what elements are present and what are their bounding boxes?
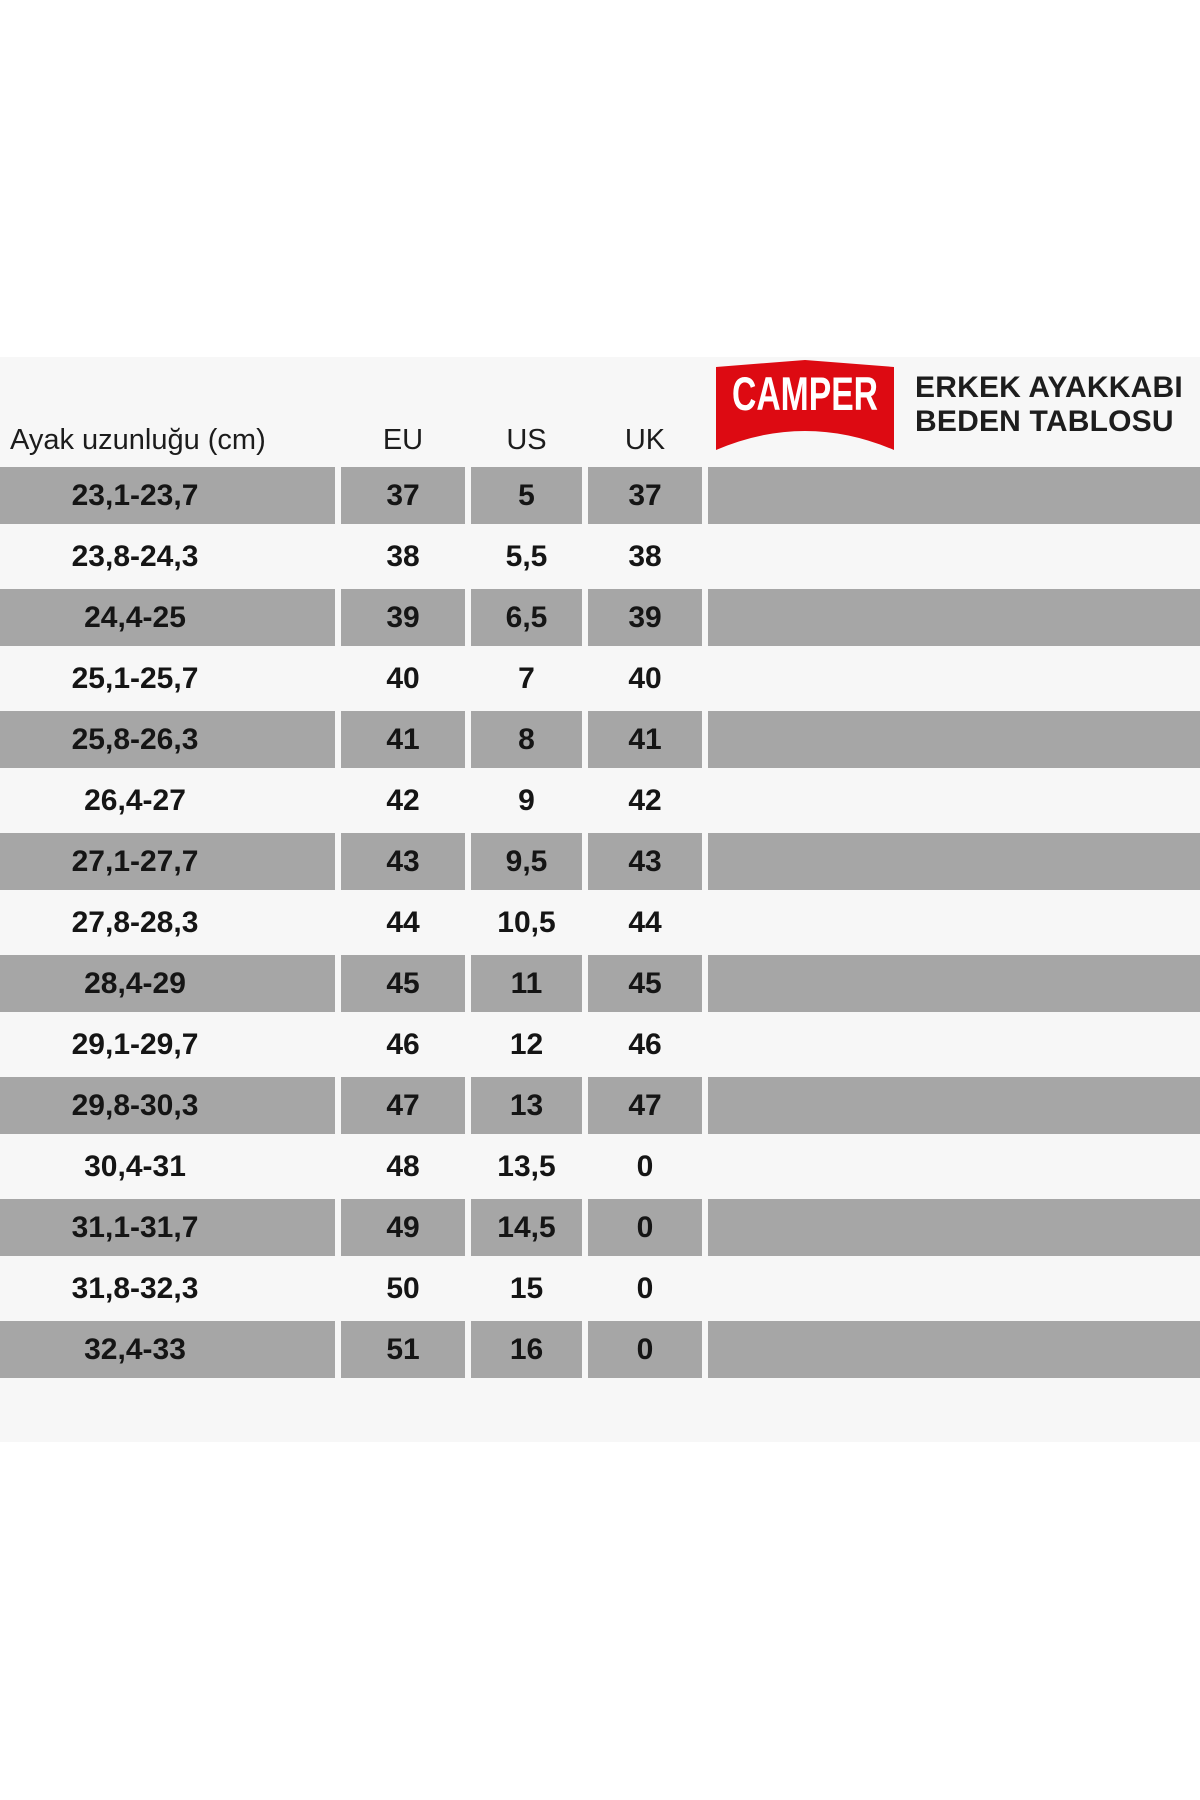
table-row	[0, 528, 1200, 585]
cell-us-size: 10,5	[497, 905, 556, 939]
table-row	[0, 1138, 1200, 1195]
cell-eu-size: 37	[341, 467, 465, 524]
cell-eu-size: 47	[341, 1077, 465, 1134]
header-eu: EU	[382, 424, 424, 456]
cell-eu-size: 42	[386, 783, 420, 817]
cell-eu-size: 50	[386, 1271, 420, 1305]
cell-eu-size: 41	[341, 711, 465, 768]
cell-empty	[708, 894, 1200, 951]
chart-title	[915, 371, 1183, 439]
cell-uk-size: 37	[588, 467, 702, 524]
cell-empty	[708, 650, 1200, 707]
cell-us-size: 11	[471, 955, 582, 1012]
cell-empty	[708, 467, 1200, 524]
cell-empty	[708, 772, 1200, 829]
cell-us-size: 6,5	[471, 589, 582, 646]
cell-foot-length: 23,8-24,3	[71, 539, 199, 573]
cell-eu-size: 45	[341, 955, 465, 1012]
cell-uk-size: 40	[628, 661, 662, 695]
table-row	[0, 1260, 1200, 1317]
cell-foot-length: 29,1-29,7	[71, 1027, 199, 1061]
camper-logo-text: CAMPER	[732, 367, 878, 421]
cell-empty	[708, 1260, 1200, 1317]
cell-foot-length: 26,4-27	[84, 783, 186, 817]
table-row	[0, 833, 1200, 890]
cell-eu-size: 38	[386, 539, 420, 573]
cell-us-size: 9	[518, 783, 535, 817]
cell-us-size: 8	[471, 711, 582, 768]
cell-foot-length: 25,1-25,7	[71, 661, 199, 695]
cell-foot-length: 29,8-30,3	[0, 1077, 335, 1134]
cell-eu-size: 48	[386, 1149, 420, 1183]
table-row	[0, 467, 1200, 524]
cell-empty	[708, 1321, 1200, 1378]
cell-us-size: 5,5	[505, 539, 548, 573]
cell-empty	[708, 589, 1200, 646]
cell-us-size: 14,5	[471, 1199, 582, 1256]
table-row	[0, 1199, 1200, 1256]
cell-empty	[708, 1016, 1200, 1073]
cell-us-size: 7	[518, 661, 535, 695]
cell-eu-size: 44	[386, 905, 420, 939]
cell-uk-size: 0	[588, 1199, 702, 1256]
table-row	[0, 589, 1200, 646]
cell-uk-size: 44	[628, 905, 662, 939]
header-us: US	[506, 424, 547, 456]
cell-us-size: 13	[471, 1077, 582, 1134]
cell-uk-size: 42	[628, 783, 662, 817]
cell-foot-length: 27,8-28,3	[71, 905, 199, 939]
table-row	[0, 1321, 1200, 1378]
cell-eu-size: 40	[386, 661, 420, 695]
cell-eu-size: 49	[341, 1199, 465, 1256]
cell-uk-size: 0	[636, 1271, 654, 1305]
cell-eu-size: 51	[341, 1321, 465, 1378]
cell-us-size: 13,5	[497, 1149, 556, 1183]
cell-uk-size: 43	[588, 833, 702, 890]
cell-us-size: 5	[471, 467, 582, 524]
cell-uk-size: 45	[588, 955, 702, 1012]
cell-foot-length: 23,1-23,7	[0, 467, 335, 524]
cell-uk-size: 41	[588, 711, 702, 768]
cell-uk-size: 39	[588, 589, 702, 646]
cell-empty	[708, 1077, 1200, 1134]
cell-empty	[708, 528, 1200, 585]
header-uk: UK	[624, 424, 666, 456]
table-header-row	[0, 357, 1200, 467]
cell-us-size: 15	[509, 1271, 544, 1305]
size-chart-band	[0, 357, 1200, 1442]
cell-eu-size: 46	[386, 1027, 420, 1061]
cell-eu-size: 43	[341, 833, 465, 890]
cell-foot-length: 28,4-29	[0, 955, 335, 1012]
cell-empty	[708, 1138, 1200, 1195]
cell-uk-size: 46	[628, 1027, 662, 1061]
cell-foot-length: 24,4-25	[0, 589, 335, 646]
table-row	[0, 894, 1200, 951]
table-row	[0, 711, 1200, 768]
table-row	[0, 650, 1200, 707]
cell-uk-size: 38	[628, 539, 662, 573]
chart-title-line2: BEDEN TABLOSU	[915, 405, 1174, 438]
cell-empty	[708, 711, 1200, 768]
cell-us-size: 12	[509, 1027, 544, 1061]
table-row	[0, 1016, 1200, 1073]
table-body	[0, 467, 1200, 1378]
cell-us-size: 9,5	[471, 833, 582, 890]
cell-foot-length: 27,1-27,7	[0, 833, 335, 890]
table-row	[0, 772, 1200, 829]
cell-empty	[708, 955, 1200, 1012]
cell-foot-length: 31,1-31,7	[0, 1199, 335, 1256]
cell-empty	[708, 1199, 1200, 1256]
cell-eu-size: 39	[341, 589, 465, 646]
table-row	[0, 955, 1200, 1012]
cell-uk-size: 47	[588, 1077, 702, 1134]
cell-foot-length: 31,8-32,3	[71, 1271, 199, 1305]
cell-foot-length: 30,4-31	[84, 1149, 186, 1183]
camper-logo	[716, 360, 894, 450]
cell-foot-length: 32,4-33	[0, 1321, 335, 1378]
cell-uk-size: 0	[588, 1321, 702, 1378]
header-foot-length: Ayak uzunluğu (cm)	[10, 424, 266, 456]
cell-us-size: 16	[471, 1321, 582, 1378]
cell-foot-length: 25,8-26,3	[0, 711, 335, 768]
chart-title-line1: ERKEK AYAKKABI	[915, 371, 1183, 404]
table-row	[0, 1077, 1200, 1134]
cell-empty	[708, 833, 1200, 890]
cell-uk-size: 0	[636, 1149, 654, 1183]
